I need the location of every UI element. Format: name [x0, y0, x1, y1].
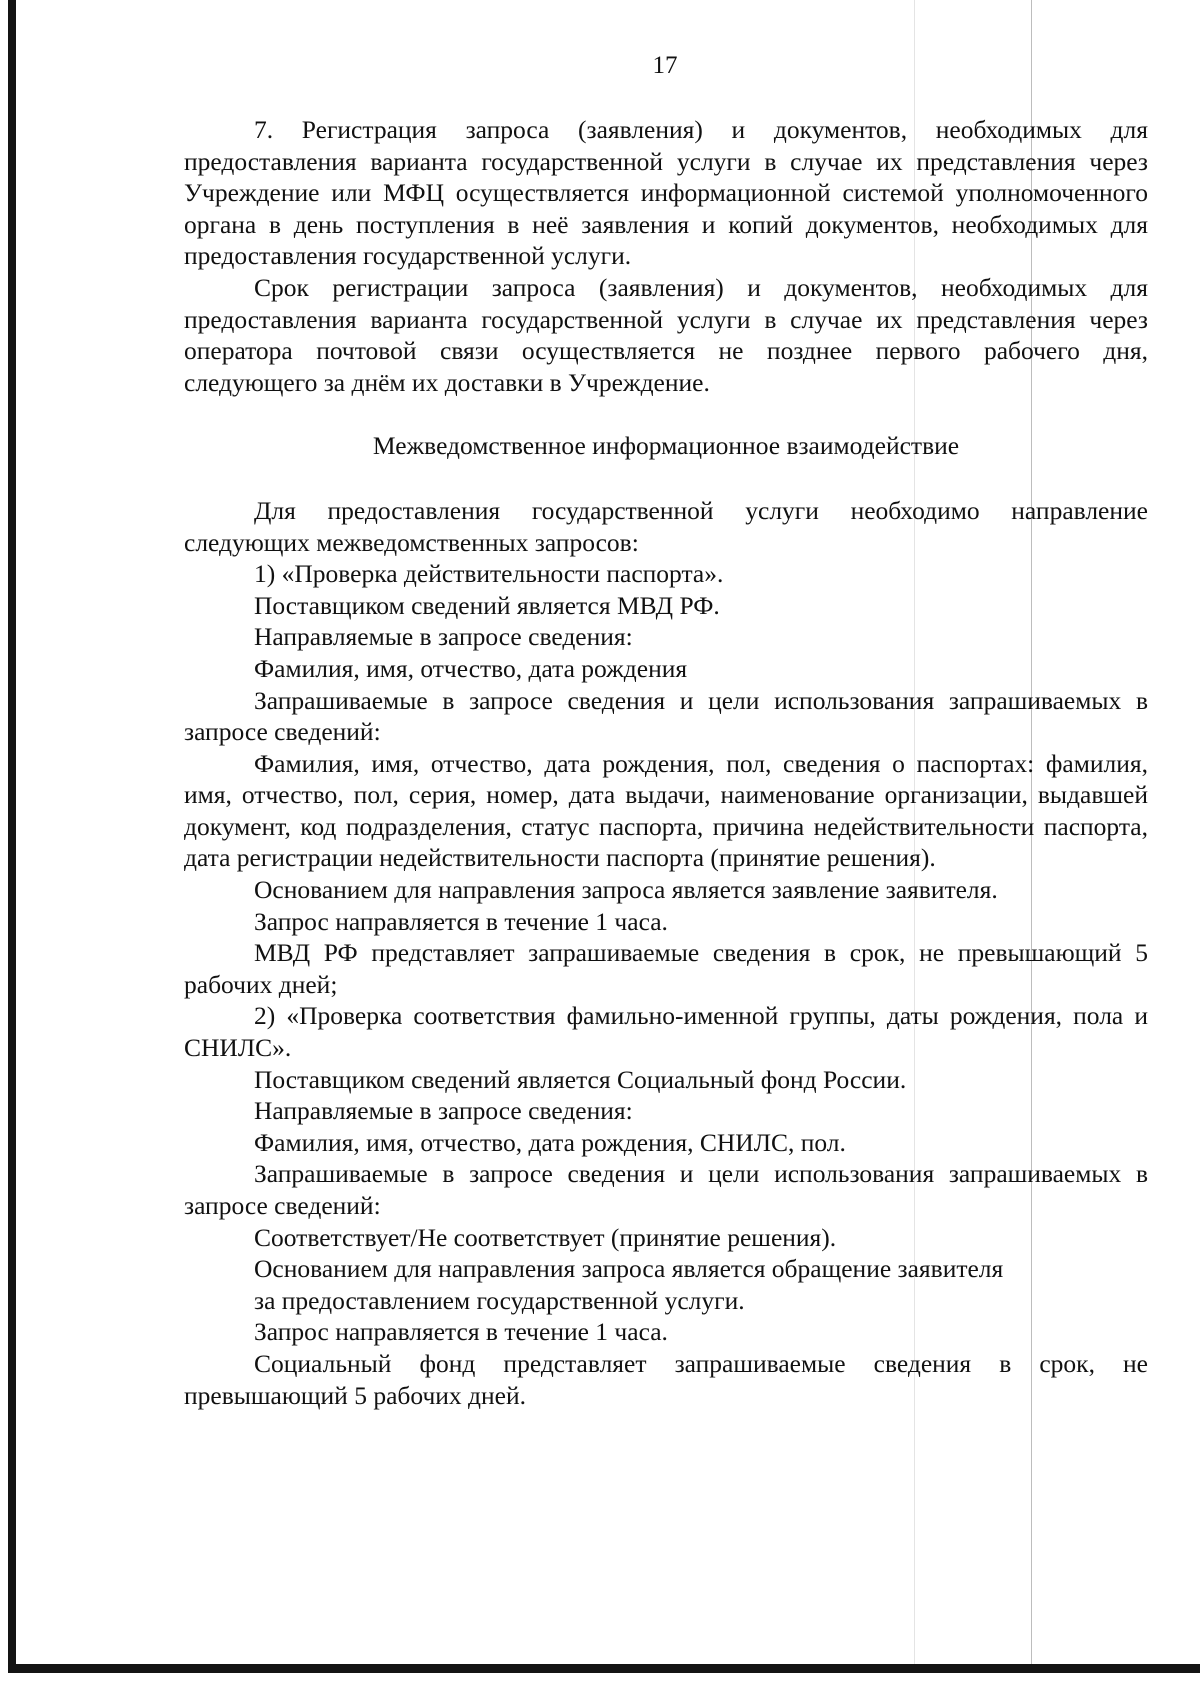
paragraph: МВД РФ представляет запрашиваемые сведения в срок, не превышающий 5 рабочих дней; [184, 938, 1148, 999]
paragraph: Основанием для направления запроса является заявление заявителя. [254, 875, 998, 905]
paragraph: Фамилия, имя, отчество, дата рождения, пол, сведения о паспортах: фамилия, имя, отчество, пол, серия, номер, дата выдачи, наименование организации, выдавшей документ, код подразделения, статус паспорта, причина недействительности паспорта, дата регистрации недействительности паспорта (принятие решения). [184, 748, 1148, 873]
page-number: 17 [652, 52, 678, 79]
paragraph: Запрашиваемые в запросе сведения и цели использования запрашиваемых в запросе сведений: [184, 685, 1148, 747]
paragraph: Поставщиком сведений является Социальный фонд России. [254, 1064, 907, 1094]
paragraph: Социальный фонд представляет запрашиваемые сведения в срок, не превышающий 5 рабочих дней. [184, 1348, 1148, 1410]
paragraph: за предоставлением государственной услуги. [254, 1285, 745, 1315]
paragraph-registration: 7. Регистрация запроса (заявления) и документов, необходимых для предоставления варианта государственной услуги в случае их представления через Учреждение или МФЦ осуществляется информационной системой уполномоченного органа в день поступления в неё заявления и копий документов, необходимых для предоставления государственной услуги. [184, 115, 1148, 271]
scan-border-left [8, 0, 16, 1668]
paragraph: 2) «Проверка соответствия фамильно-именной группы, даты рождения, пола и СНИЛС». [184, 1001, 1148, 1063]
paragraph: Запрос направляется в течение 1 часа. [254, 1317, 668, 1347]
paragraph: Фамилия, имя, отчество, дата рождения, СНИЛС, пол. [254, 1127, 846, 1157]
paragraph: Для предоставления государственной услуги необходимо направление следующих межведомственных запросов: [184, 495, 1148, 557]
paragraph: Направляемые в запросе сведения: [254, 622, 633, 652]
paragraph: Соответствует/Не соответствует (принятие решения). [254, 1222, 837, 1252]
paragraph: Направляемые в запросе сведения: [254, 1096, 633, 1126]
paragraph: Запрос направляется в течение 1 часа. [254, 906, 668, 936]
document-body [184, 114, 1148, 1411]
paragraph: Основанием для направления запроса является обращение заявителя [254, 1254, 1004, 1284]
paragraph: 1) «Проверка действительности паспорта». [254, 559, 724, 589]
paragraph: Фамилия, имя, отчество, дата рождения [254, 653, 688, 683]
paragraph-registration-term: Срок регистрации запроса (заявления) и документов, необходимых для предоставления варианта государственной услуги в случае их представления через оператора почтовой связи осуществляется не позднее первого рабочего дня, следующего за днём их доставки в Учреждение. [184, 272, 1148, 397]
paragraph: Поставщиком сведений является МВД РФ. [254, 590, 720, 620]
section-heading: Межведомственное информационное взаимодействие [372, 431, 960, 461]
paragraph: Запрашиваемые в запросе сведения и цели использования запрашиваемых в запросе сведений: [184, 1159, 1148, 1220]
scan-border-bottom [8, 1664, 1200, 1673]
